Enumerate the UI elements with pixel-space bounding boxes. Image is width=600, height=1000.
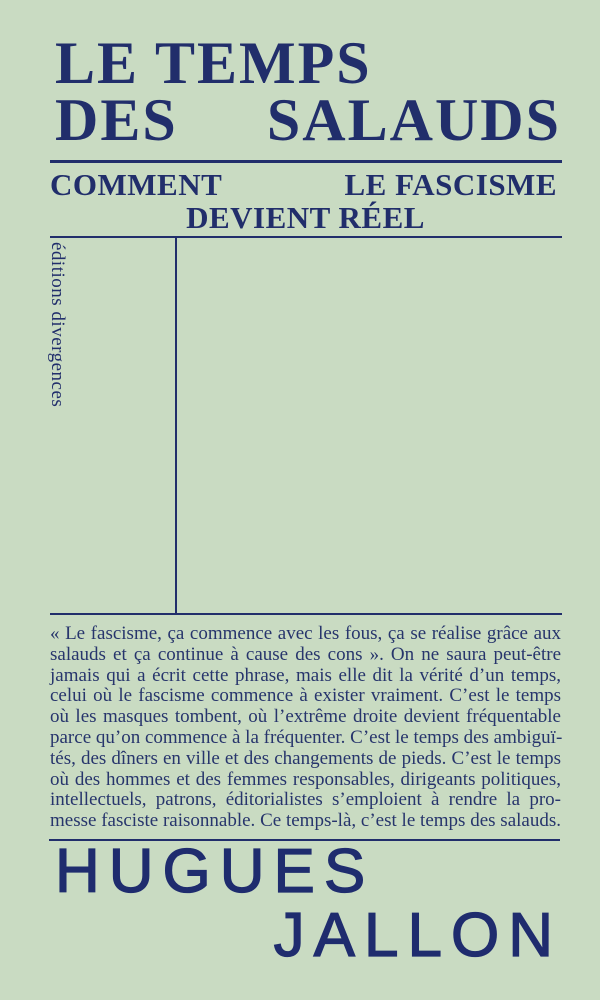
blurb-line: messe fasciste raisonnable. Ce temps-là, c’est le temps des salauds. — [50, 810, 561, 832]
vertical-divider — [175, 236, 177, 615]
subtitle-line-2: DEVIENT RÉEL — [186, 200, 425, 235]
blurb-line: « Le fascisme, ça commence avec les fous, ça se réalise grâce aux — [50, 623, 561, 644]
author-last-name: JALLON — [273, 900, 562, 970]
blurb-line: où les masques tombent, où l’extrême droite devient fréquentable — [50, 706, 561, 728]
publisher-name: éditions divergences — [47, 242, 68, 408]
title-line-2 — [55, 87, 561, 153]
title-word-des: DES — [55, 87, 178, 153]
subtitle-line-1 — [50, 168, 557, 201]
subtitle-word-le-fascisme: LE FASCISME — [344, 167, 557, 202]
back-blurb — [50, 624, 561, 832]
blurb-line: salauds et ça continue à cause des cons ». On ne saura peut-être — [50, 643, 561, 665]
subtitle-word-comment: COMMENT — [50, 167, 223, 202]
author-first-name: HUGUES — [55, 836, 375, 906]
blurb-line: celui où le fascisme commence à exister vraiment. C’est le temps — [50, 685, 561, 707]
divider-under-title — [50, 160, 562, 163]
blurb-line: tés, des dîners en ville et des changements de pieds. C’est le temps — [50, 747, 561, 769]
blurb-line: où des hommes et des femmes responsables, dirigeants politiques, — [50, 768, 561, 790]
blurb-line: jamais qui a écrit cette phrase, mais elle dit la vérité d’un temps, — [50, 664, 561, 686]
title-line-1: LE TEMPS — [55, 30, 372, 96]
blurb-line: intellectuels, patrons, éditorialistes s’emploient à rendre la pro- — [50, 789, 561, 811]
divider-under-subtitle — [50, 236, 562, 238]
blurb-line: parce qu’on commence à la fréquenter. C’est le temps des ambiguï- — [50, 726, 563, 748]
divider-above-blurb — [50, 613, 562, 615]
title-word-salauds: SALAUDS — [266, 87, 561, 153]
